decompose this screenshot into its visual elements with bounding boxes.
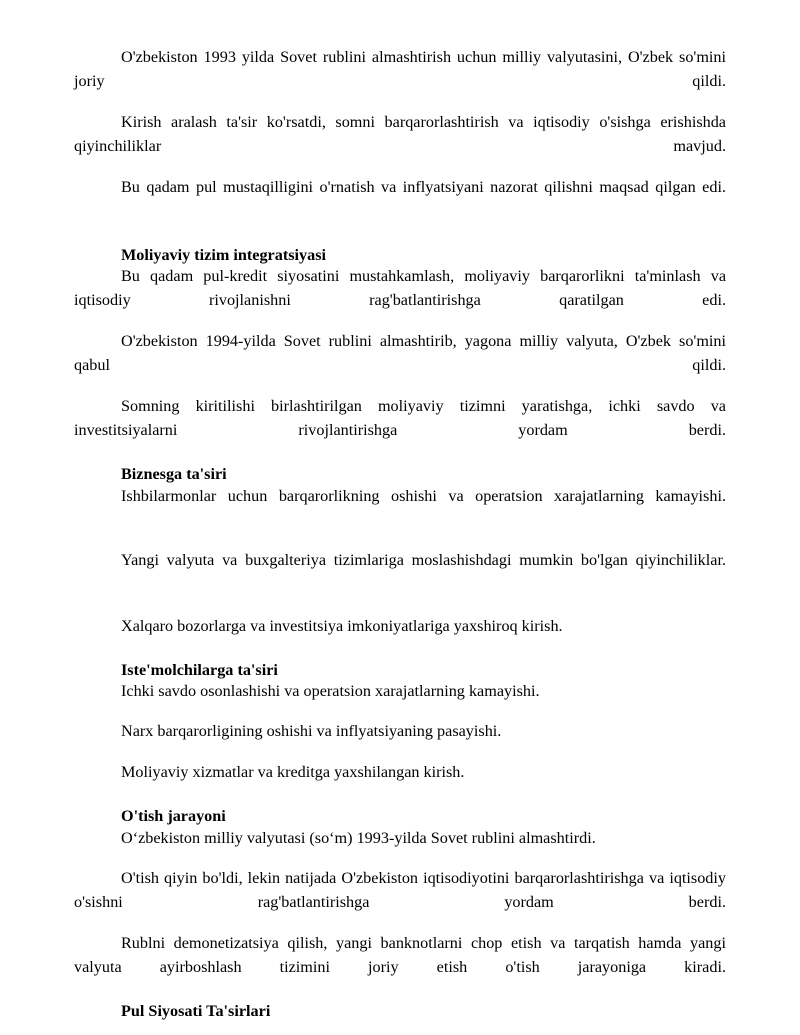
- section-heading: O'tish jarayoni: [121, 807, 226, 825]
- paragraph-line: Kirish aralash ta'sir ko'rsatdi, somni barqarorlashtirish va iqtisodiy o'sishga: [121, 113, 651, 131]
- paragraph-line: kamayishi.: [655, 487, 726, 505]
- paragraph: [74, 866, 726, 938]
- paragraph: [74, 110, 726, 182]
- paragraph: [74, 931, 726, 1003]
- paragraph-line: yangi valyuta ayirboshlash tizimini joriy etish o'tish jarayoniga kiradi.: [74, 934, 726, 976]
- paragraph: [74, 175, 726, 223]
- paragraph: Moliyaviy xizmatlar va kreditga yaxshilangan kirish.: [121, 763, 465, 781]
- paragraph-line: O'zbekiston 1993 yilda Sovet rublini almashtirish uchun milliy valyutasini, O'zbek: [121, 48, 674, 66]
- paragraph-line: Bu qadam pul mustaqilligini o'rnatish va inflyatsiyani nazorat qilishni maqsad: [121, 178, 649, 196]
- paragraph-line: so'mini joriy qildi.: [74, 48, 727, 90]
- paragraph-line: qiyinchiliklar.: [635, 551, 727, 569]
- paragraph-line: iqtisodiy o'sishni rag'batlantirishga yordam berdi.: [74, 869, 726, 911]
- paragraph-line: Yangi valyuta va buxgalteriya tizimlariga moslashishdagi mumkin bo'lgan: [121, 551, 628, 569]
- paragraph: [74, 45, 726, 117]
- paragraph-line: O'tish qiyin bo'ldi, lekin natijada O'zbekiston iqtisodiyotini barqarorlashtirishga va: [121, 869, 665, 887]
- paragraph-line: Rublni demonetizatsiya qilish, yangi banknotlarni chop etish va tarqatish hamda: [121, 934, 682, 952]
- paragraph-line: investitsiyalarni rivojlantirishga yordam berdi.: [74, 421, 726, 439]
- paragraph-line: va iqtisodiy rivojlanishni rag'batlantirishga qaratilgan edi.: [74, 267, 727, 309]
- paragraph: Narx barqarorligining oshishi va inflyatsiyaning pasayishi.: [121, 722, 502, 740]
- paragraph-line: Ishbilarmonlar uchun barqarorlikning oshishi va operatsion xarajatlarning: [121, 487, 644, 505]
- paragraph: [74, 329, 726, 401]
- paragraph: [74, 548, 726, 596]
- paragraph-line: so'mini qabul qildi.: [74, 332, 727, 374]
- paragraph: O‘zbekiston milliy valyutasi (so‘m) 1993-yilda Sovet rublini almashtirdi.: [121, 829, 596, 847]
- paragraph: Ichki savdo osonlashishi va operatsion xarajatlarning kamayishi.: [121, 682, 540, 700]
- paragraph: [74, 394, 726, 466]
- paragraph: Xalqaro bozorlarga va investitsiya imkoniyatlariga yaxshiroq kirish.: [121, 617, 563, 635]
- paragraph-line: Somning kiritilishi birlashtirilgan moliyaviy tizimni yaratishga, ichki savdo va: [121, 397, 726, 415]
- paragraph: [74, 264, 726, 336]
- section-heading: Moliyaviy tizim integratsiyasi: [121, 246, 327, 264]
- section-heading: Biznesga ta'siri: [121, 465, 227, 483]
- paragraph: [74, 484, 726, 532]
- paragraph-line: erishishda qiyinchiliklar mavjud.: [74, 113, 726, 155]
- paragraph-line: qilgan edi.: [655, 178, 726, 196]
- section-heading: Iste'molchilarga ta'siri: [121, 661, 278, 679]
- paragraph-line: O'zbekiston 1994-yilda Sovet rublini almashtirib, yagona milliy valyuta, O'zbek: [121, 332, 671, 350]
- paragraph-line: Bu qadam pul-kredit siyosatini mustahkamlash, moliyaviy barqarorlikni ta'minlash: [121, 267, 701, 285]
- section-heading: Pul Siyosati Ta'sirlari: [121, 1002, 271, 1020]
